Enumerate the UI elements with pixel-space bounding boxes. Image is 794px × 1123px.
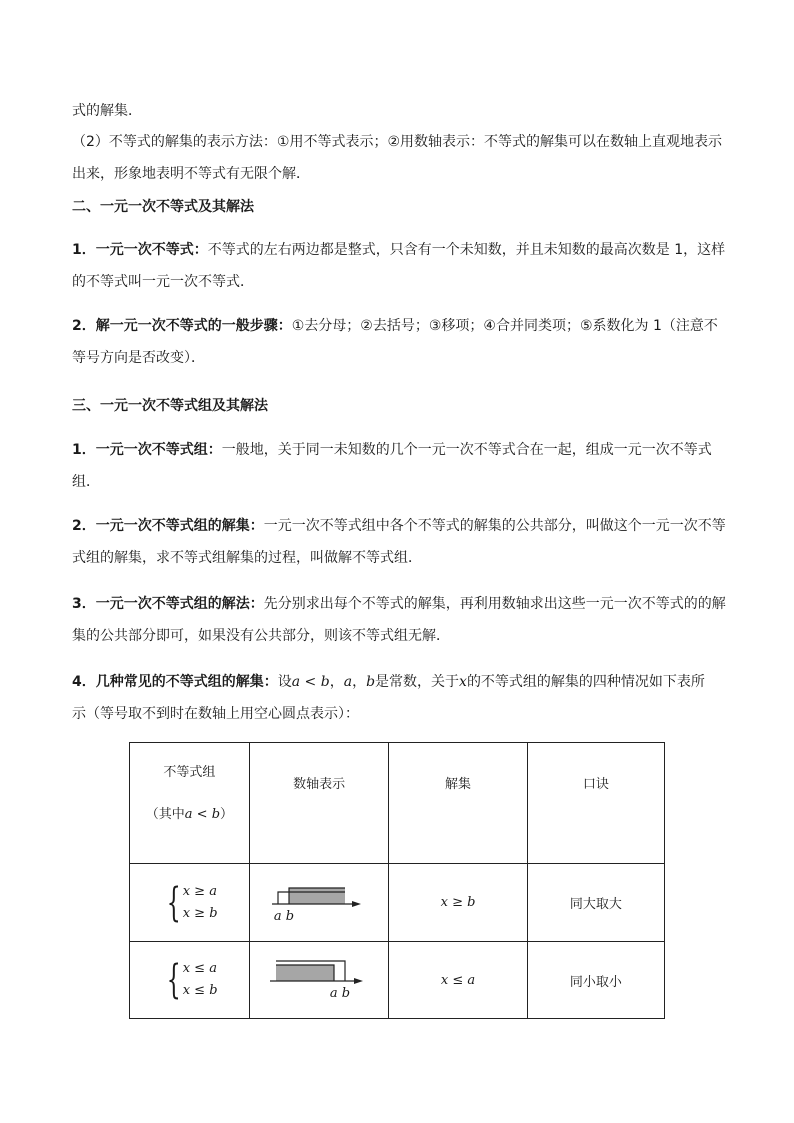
axis-cell	[249, 942, 389, 1019]
math-variable: a	[343, 674, 353, 690]
table-row	[130, 864, 665, 942]
math-expression: a < b	[291, 674, 330, 690]
item-title: 2．解一元一次不等式的一般步骤：	[72, 318, 292, 334]
solution-cell	[389, 942, 527, 1019]
axis-labels: a b	[273, 908, 295, 924]
header-label: 口诀	[582, 777, 609, 792]
math-expression: a < b	[184, 807, 221, 822]
text: 一元一次不等式组中各个不等式的解集的公共部分，叫做这个一元一次不等	[263, 518, 726, 534]
solution: x ≤ a	[440, 972, 476, 988]
text: 不等式的左右两边都是整式，只含有一个未知数，并且未知数的最高次数是 1，这样	[207, 242, 726, 258]
text: ①去分母；②去括号；③移项；④合并同类项；⑤系数化为 1（注意不	[291, 318, 718, 334]
number-line-less	[264, 953, 374, 1003]
item-title: 1．一元一次不等式组：	[72, 442, 222, 458]
paragraph-line	[72, 164, 724, 184]
header-cell-rhyme	[527, 743, 664, 864]
inequality-system	[161, 958, 217, 1002]
text: 出来，形象地表明不等式有无限个解．	[72, 166, 310, 182]
paragraph-line	[72, 594, 724, 614]
shaded-region	[289, 888, 345, 904]
text: 设	[277, 674, 292, 690]
brace-icon: {	[166, 879, 181, 926]
math-variable: b	[366, 674, 376, 690]
text: 的不等式叫一元一次不等式．	[72, 274, 254, 290]
text: 的不等式组的解集的四种情况如下表所	[466, 674, 705, 690]
rhyme-cell	[527, 864, 664, 942]
inequality: x ≥ a	[182, 883, 217, 899]
item-title: 2．一元一次不等式组的解集：	[72, 518, 264, 534]
number-line-greater	[264, 876, 374, 926]
axis-labels: a b	[329, 986, 351, 1001]
header-cell-axis	[249, 743, 389, 864]
paragraph-line	[72, 272, 724, 292]
solution-set-table	[129, 742, 665, 1019]
item-title: 4．几种常见的不等式组的解集：	[72, 674, 278, 690]
inequality: x ≤ a	[182, 961, 217, 976]
solution: x ≥ b	[440, 895, 476, 910]
system-cell	[130, 942, 250, 1019]
shaded-region	[276, 965, 334, 981]
table-header-row	[130, 743, 665, 864]
paragraph-line	[72, 472, 724, 492]
rhyme: 同大取大	[569, 897, 622, 912]
paragraph-line	[72, 348, 724, 368]
paragraph-line	[72, 440, 724, 460]
header-condition	[130, 805, 249, 825]
text: 组．	[72, 474, 100, 490]
text: （2）不等式的解集的表示方法：①用不等式表示；②用数轴表示：不等式的解集可以在数轴上直观地表示	[72, 134, 723, 150]
item-title: 3．一元一次不等式组的解法：	[72, 596, 264, 612]
heading-text: 二、一元一次不等式及其解法	[72, 199, 254, 215]
axis-cell	[249, 864, 389, 942]
text: 集的公共部分即可，如果没有公共部分，则该不等式组无解．	[72, 628, 450, 644]
rhyme: 同小取小	[569, 974, 622, 990]
paragraph-line	[72, 516, 724, 536]
header-cell-system	[130, 743, 250, 864]
arrow-icon	[352, 901, 361, 907]
paragraph-line	[72, 316, 724, 336]
paragraph-line	[72, 101, 724, 121]
brace-icon: {	[166, 957, 181, 1003]
text: 式的解集．	[72, 103, 142, 119]
inequality: x ≤ b	[182, 983, 218, 998]
section-heading	[72, 197, 724, 217]
arrow-icon	[354, 978, 363, 984]
inequality: x ≥ b	[182, 905, 218, 921]
text: ）	[220, 807, 234, 822]
item-title: 1．一元一次不等式：	[72, 242, 208, 258]
table-row	[130, 942, 665, 1019]
text: 是常数，关于	[375, 674, 460, 690]
text: ，	[329, 674, 344, 690]
paragraph-line	[72, 548, 724, 568]
system-cell	[130, 864, 250, 942]
paragraph-line	[72, 704, 724, 724]
inequality-system	[161, 881, 217, 925]
paragraph-line	[72, 132, 724, 152]
text: 等号方向是否改变）．	[72, 350, 205, 366]
text: （其中	[145, 807, 185, 822]
text: 式组的解集，求不等式组解集的过程，叫做解不等式组．	[72, 550, 422, 566]
text: 先分别求出每个不等式的解集，再利用数轴求出这些一元一次不等式的的解	[263, 596, 726, 612]
text: 一般地，关于同一未知数的几个一元一次不等式合在一起，组成一元一次不等式	[221, 442, 712, 458]
rhyme-cell	[527, 942, 664, 1019]
paragraph-line	[72, 240, 724, 260]
text: ，	[352, 674, 367, 690]
paragraph-line	[72, 672, 724, 692]
solution-cell	[389, 864, 527, 942]
math-variable: x	[459, 674, 467, 690]
section-heading	[72, 396, 724, 416]
header-cell-solution	[389, 743, 527, 864]
header-label: 不等式组	[163, 765, 216, 780]
text: 示（等号取不到时在数轴上用空心圆点表示）：	[72, 706, 359, 722]
header-label: 解集	[445, 777, 472, 792]
heading-text: 三、一元一次不等式组及其解法	[72, 398, 268, 414]
header-label: 数轴表示	[293, 777, 346, 792]
paragraph-line	[72, 626, 724, 646]
